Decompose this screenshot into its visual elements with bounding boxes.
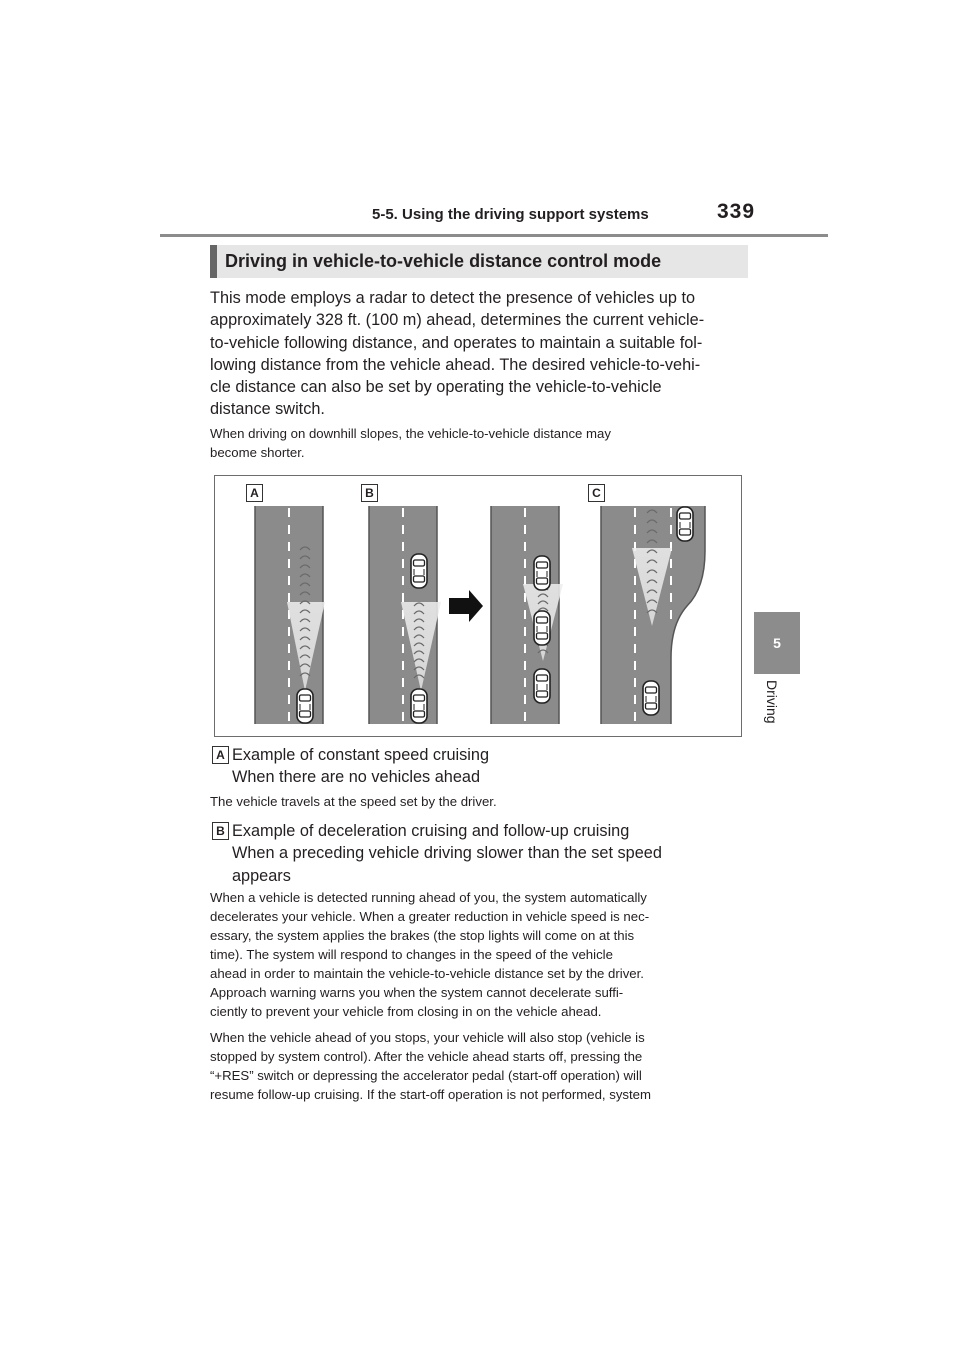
example-b-marker: B [212,822,229,840]
chapter-tab [754,612,800,674]
intro-paragraph [210,287,750,421]
intro-line: This mode employs a radar to detect the presence of vehicles up to [210,289,696,307]
body-line: ciently to prevent your vehicle from closing in on the vehicle ahead. [210,1004,602,1019]
car-icon [297,689,313,723]
car-icon [534,556,550,590]
example-a-body: The vehicle travels at the speed set by the driver. [210,794,497,809]
chapter-label-wrap [752,680,802,740]
arrow-right-icon [449,590,483,622]
car-icon [411,554,427,588]
note-line: When driving on downhill slopes, the vehicle-to-vehicle distance may [210,426,611,441]
downhill-note [210,424,750,462]
intro-line: cle distance can also be set by operating the vehicle-to-vehicle [210,378,662,397]
intro-line: approximately 328 ft. (100 m) ahead, determines the current vehicle- [210,311,705,330]
note-line: become shorter. [210,445,305,460]
intro-line: to-vehicle following distance, and operates to maintain a suitable fol- [210,333,703,352]
body-line: When a vehicle is detected running ahead of you, the system automatically [210,890,647,905]
car-icon [534,669,550,703]
figure-label-a: A [246,484,263,502]
header-rule [160,234,828,237]
body-line: decelerates your vehicle. When a greater reduction in vehicle speed is nec- [210,909,650,924]
road-b [369,506,441,724]
intro-line: lowing distance from the vehicle ahead. The desired vehicle-to-vehi- [210,355,701,374]
body-line: When the vehicle ahead of you stops, your vehicle will also stop (vehicle is [210,1030,645,1045]
example-b-body-2 [210,1028,750,1104]
example-a-title: Example of constant speed cruising [232,746,490,764]
car-icon [643,681,659,715]
running-header: 5-5. Using the driving support systems [372,206,649,223]
section-heading [210,245,748,278]
car-icon [411,689,427,723]
acc-diagram [214,475,742,737]
example-b-title: Example of deceleration cruising and follow-up cruising [232,822,630,840]
acc-diagram-svg [215,476,741,736]
body-line: “+RES” switch or depressing the accelerator pedal (start-off operation) will [210,1068,642,1083]
figure-label-c: C [588,484,605,502]
figure-label-b: B [361,484,378,502]
body-line: stopped by system control). After the vehicle ahead starts off, pressing the [210,1049,643,1064]
body-line: resume follow-up cruising. If the start-off operation is not performed, system [210,1087,651,1102]
body-line: time). The system will respond to changes in the speed of the vehicle [210,947,613,962]
page-number: 339 [717,200,756,223]
heading-accent-bar [210,245,217,278]
example-b-subtitle-line: appears [232,866,291,885]
chapter-label: Driving [764,680,780,724]
example-b-subtitle-line: When a preceding vehicle driving slower than the set speed [232,844,662,863]
example-b-heading [232,820,752,887]
example-a-subtitle: When there are no vehicles ahead [232,768,480,787]
chapter-number: 5 [773,635,781,651]
example-b-body-1 [210,888,750,1021]
road-b-followup [491,506,563,724]
road-a [255,506,325,724]
section-heading-text: Driving in vehicle-to-vehicle distance control mode [225,251,662,271]
body-line: Approach warning warns you when the system cannot decelerate suffi- [210,985,624,1000]
body-line: essary, the system applies the brakes (the stop lights will come on at this [210,928,635,943]
car-icon [534,611,550,645]
intro-line: distance switch. [210,400,325,419]
example-a-marker: A [212,746,229,764]
body-line: ahead in order to maintain the vehicle-to-vehicle distance set by the driver. [210,966,644,981]
example-a-heading [232,744,752,789]
car-icon [677,507,693,541]
